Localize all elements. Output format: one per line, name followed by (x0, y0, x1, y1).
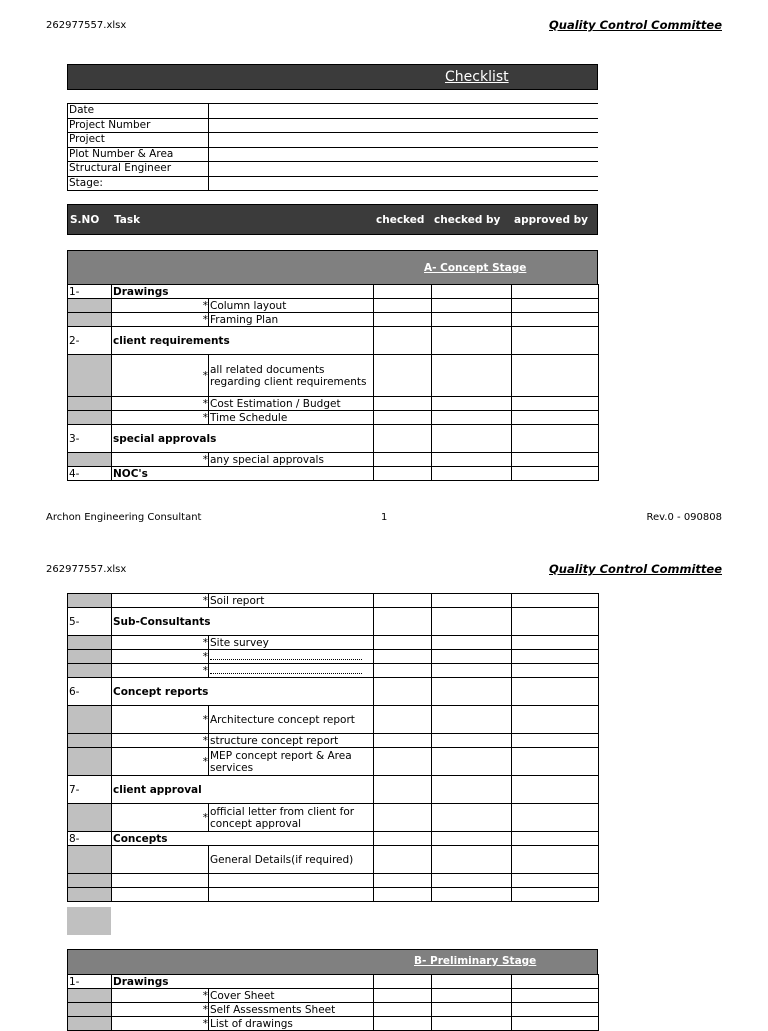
bullet-star: * (112, 355, 209, 397)
checked-cell[interactable] (374, 650, 432, 664)
task-text: structure concept report (209, 734, 374, 748)
task-text: Soil report (209, 594, 374, 608)
column-header (67, 204, 598, 235)
checked-by-cell[interactable] (432, 888, 512, 902)
approved-by-cell[interactable] (512, 650, 599, 664)
info-value[interactable] (209, 118, 599, 133)
checked-cell[interactable] (374, 706, 432, 734)
bullet-star (112, 874, 209, 888)
info-row (68, 147, 599, 162)
checked-cell[interactable] (374, 636, 432, 650)
row-number-cell (68, 650, 112, 664)
checked-cell[interactable] (374, 874, 432, 888)
approved-by-cell[interactable] (512, 327, 599, 355)
approved-by-cell[interactable] (512, 285, 599, 299)
row-number-cell (68, 664, 112, 678)
approved-by-cell[interactable] (512, 874, 599, 888)
info-value[interactable] (209, 162, 599, 177)
bullet-star: * (112, 706, 209, 734)
col-sno: S.NO (70, 214, 100, 226)
checked-by-cell[interactable] (432, 846, 512, 874)
bullet-star: * (112, 748, 209, 776)
task-text: Architecture concept report (209, 706, 374, 734)
task-row (68, 594, 599, 608)
section-row (68, 608, 599, 636)
bullet-star: * (112, 1003, 209, 1017)
task-text: Framing Plan (209, 313, 374, 327)
approved-by-cell[interactable] (512, 678, 599, 706)
checked-by-cell[interactable] (432, 397, 512, 411)
footer-revision: Rev.0 - 090808 (646, 512, 722, 523)
committee-title-page2: Quality Control Committee (549, 562, 722, 576)
section-row (68, 425, 599, 453)
checked-cell[interactable] (374, 397, 432, 411)
task-row (68, 748, 599, 776)
section-row (68, 285, 599, 299)
task-row (68, 989, 599, 1003)
section-number: 1- (68, 975, 112, 989)
checked-cell[interactable] (374, 664, 432, 678)
checked-by-cell[interactable] (432, 776, 512, 804)
approved-by-cell[interactable] (512, 888, 599, 902)
info-value[interactable] (209, 147, 599, 162)
row-number-cell (68, 706, 112, 734)
approved-by-cell[interactable] (512, 748, 599, 776)
checked-cell[interactable] (374, 832, 432, 846)
section-heading: Concepts (112, 832, 374, 846)
approved-by-cell[interactable] (512, 706, 599, 734)
checked-by-cell[interactable] (432, 467, 512, 481)
checked-cell[interactable] (374, 846, 432, 874)
section-number: 5- (68, 608, 112, 636)
task-text: MEP concept report & Area services (209, 748, 374, 776)
row-number-cell (68, 453, 112, 467)
info-row (68, 133, 599, 148)
checked-by-cell[interactable] (432, 285, 512, 299)
checked-cell[interactable] (374, 467, 432, 481)
bullet-star: * (112, 411, 209, 425)
info-value[interactable] (209, 104, 599, 119)
section-row (68, 467, 599, 481)
dotted-placeholder (210, 667, 362, 674)
task-text: Time Schedule (209, 411, 374, 425)
footer-company: Archon Engineering Consultant (46, 512, 202, 523)
checked-cell[interactable] (374, 411, 432, 425)
bullet-star (112, 846, 209, 874)
section-heading: Drawings (112, 285, 374, 299)
section-row (68, 975, 599, 989)
info-label: Project Number (68, 118, 209, 133)
task-text (209, 650, 374, 664)
checked-by-cell[interactable] (432, 975, 512, 989)
approved-by-cell[interactable] (512, 832, 599, 846)
approved-by-cell[interactable] (512, 664, 599, 678)
task-row (68, 874, 599, 888)
bullet-star: * (112, 650, 209, 664)
checked-by-cell[interactable] (432, 874, 512, 888)
checklist-table-page2 (67, 593, 599, 902)
approved-by-cell[interactable] (512, 411, 599, 425)
info-value[interactable] (209, 176, 599, 191)
task-text (209, 664, 374, 678)
row-number-cell (68, 636, 112, 650)
bullet-star: * (112, 397, 209, 411)
checked-by-cell[interactable] (432, 355, 512, 397)
section-heading: Sub-Consultants (112, 608, 374, 636)
section-heading: special approvals (112, 425, 374, 453)
row-number-cell (68, 355, 112, 397)
approved-by-cell[interactable] (512, 975, 599, 989)
row-number-cell (68, 989, 112, 1003)
info-row (68, 176, 599, 191)
section-number: 4- (68, 467, 112, 481)
row-number-cell (68, 594, 112, 608)
approved-by-cell[interactable] (512, 594, 599, 608)
stage-b-band (67, 949, 598, 975)
section-number: 7- (68, 776, 112, 804)
section-heading: client approval (112, 776, 374, 804)
task-row (68, 397, 599, 411)
info-label: Structural Engineer (68, 162, 209, 177)
task-row (68, 804, 599, 832)
checked-cell[interactable] (374, 975, 432, 989)
checked-by-cell[interactable] (432, 425, 512, 453)
approved-by-cell[interactable] (512, 1003, 599, 1017)
section-row (68, 678, 599, 706)
dotted-placeholder (210, 653, 362, 660)
approved-by-cell[interactable] (512, 608, 599, 636)
task-row (68, 846, 599, 874)
checked-by-cell[interactable] (432, 748, 512, 776)
col-approved-by: approved by (514, 214, 589, 226)
task-text: Site survey (209, 636, 374, 650)
info-value[interactable] (209, 133, 599, 148)
checked-by-cell[interactable] (432, 989, 512, 1003)
task-text: General Details(if required) (209, 846, 374, 874)
approved-by-cell[interactable] (512, 355, 599, 397)
checked-cell[interactable] (374, 327, 432, 355)
row-number-cell (68, 1003, 112, 1017)
info-label: Stage: (68, 176, 209, 191)
checked-cell[interactable] (374, 355, 432, 397)
info-row (68, 118, 599, 133)
section-row (68, 832, 599, 846)
checked-cell[interactable] (374, 748, 432, 776)
row-number-cell (68, 748, 112, 776)
project-info-table (67, 103, 598, 191)
row-number-cell (68, 734, 112, 748)
bullet-star: * (112, 1017, 209, 1031)
checked-by-cell[interactable] (432, 594, 512, 608)
col-checked: checked (376, 214, 425, 226)
section-row (68, 776, 599, 804)
bullet-star: * (112, 453, 209, 467)
checklist-title-bar (67, 64, 598, 90)
bullet-star (112, 888, 209, 902)
checked-by-cell[interactable] (432, 804, 512, 832)
bullet-star: * (112, 664, 209, 678)
row-number-cell (68, 299, 112, 313)
bullet-star: * (112, 594, 209, 608)
checked-by-cell[interactable] (432, 453, 512, 467)
section-number: 8- (68, 832, 112, 846)
task-row (68, 650, 599, 664)
bullet-star: * (112, 299, 209, 313)
checked-by-cell[interactable] (432, 664, 512, 678)
checklist-table-stage-b (67, 974, 599, 1031)
task-text: any special approvals (209, 453, 374, 467)
stage-b-label: B- Preliminary Stage (414, 955, 537, 967)
checked-cell[interactable] (374, 989, 432, 1003)
task-row (68, 664, 599, 678)
task-text: Self Assessments Sheet (209, 1003, 374, 1017)
bullet-star: * (112, 804, 209, 832)
row-number-cell (68, 397, 112, 411)
checked-by-cell[interactable] (432, 299, 512, 313)
checked-by-cell[interactable] (432, 608, 512, 636)
stage-a-label: A- Concept Stage (424, 262, 527, 274)
task-text: Column layout (209, 299, 374, 313)
section-number: 2- (68, 327, 112, 355)
section-number: 1- (68, 285, 112, 299)
section-heading: Drawings (112, 975, 374, 989)
task-row (68, 313, 599, 327)
section-number: 6- (68, 678, 112, 706)
task-text: Cost Estimation / Budget (209, 397, 374, 411)
row-number-cell (68, 874, 112, 888)
task-text: all related documents regarding client requirements (209, 355, 374, 397)
bullet-star: * (112, 734, 209, 748)
checked-cell[interactable] (374, 888, 432, 902)
info-label: Date (68, 104, 209, 119)
approved-by-cell[interactable] (512, 467, 599, 481)
bullet-star: * (112, 313, 209, 327)
task-row (68, 706, 599, 734)
section-heading: Concept reports (112, 678, 374, 706)
task-row (68, 453, 599, 467)
task-row (68, 1003, 599, 1017)
checked-cell[interactable] (374, 776, 432, 804)
stage-a-band (67, 250, 598, 285)
checklist-table-page1 (67, 284, 599, 481)
info-label: Plot Number & Area (68, 147, 209, 162)
task-row (68, 888, 599, 902)
row-number-cell (68, 846, 112, 874)
info-row (68, 162, 599, 177)
checked-cell[interactable] (374, 804, 432, 832)
approved-by-cell[interactable] (512, 636, 599, 650)
task-text (209, 874, 374, 888)
row-number-cell (68, 313, 112, 327)
committee-title: Quality Control Committee (549, 18, 722, 32)
file-name-page2: 262977557.xlsx (46, 564, 127, 575)
col-task: Task (114, 214, 141, 226)
approved-by-cell[interactable] (512, 846, 599, 874)
file-name: 262977557.xlsx (46, 20, 127, 31)
checked-by-cell[interactable] (432, 327, 512, 355)
checked-by-cell[interactable] (432, 650, 512, 664)
checked-by-cell[interactable] (432, 411, 512, 425)
checked-by-cell[interactable] (432, 734, 512, 748)
row-number-cell (68, 411, 112, 425)
approved-by-cell[interactable] (512, 397, 599, 411)
checked-cell[interactable] (374, 678, 432, 706)
checked-cell[interactable] (374, 425, 432, 453)
gray-block (67, 907, 111, 935)
checked-by-cell[interactable] (432, 1003, 512, 1017)
task-row (68, 355, 599, 397)
section-row (68, 327, 599, 355)
task-row (68, 636, 599, 650)
info-label: Project (68, 133, 209, 148)
checked-cell[interactable] (374, 453, 432, 467)
section-number: 3- (68, 425, 112, 453)
checklist-title: Checklist (445, 69, 509, 85)
approved-by-cell[interactable] (512, 453, 599, 467)
task-row (68, 734, 599, 748)
checked-by-cell[interactable] (432, 678, 512, 706)
approved-by-cell[interactable] (512, 776, 599, 804)
task-row (68, 299, 599, 313)
row-number-cell (68, 804, 112, 832)
task-row (68, 411, 599, 425)
checked-cell[interactable] (374, 285, 432, 299)
footer-page-number: 1 (381, 512, 388, 523)
checked-cell[interactable] (374, 608, 432, 636)
info-row (68, 104, 599, 119)
checked-by-cell[interactable] (432, 706, 512, 734)
checked-cell[interactable] (374, 299, 432, 313)
checked-cell[interactable] (374, 734, 432, 748)
section-heading: client requirements (112, 327, 374, 355)
checked-cell[interactable] (374, 313, 432, 327)
approved-by-cell[interactable] (512, 989, 599, 1003)
bullet-star: * (112, 636, 209, 650)
task-text: List of drawings (209, 1017, 374, 1031)
bullet-star: * (112, 989, 209, 1003)
task-text (209, 888, 374, 902)
checked-cell[interactable] (374, 1003, 432, 1017)
approved-by-cell[interactable] (512, 313, 599, 327)
col-checked-by: checked by (434, 214, 501, 226)
section-heading: NOC's (112, 467, 374, 481)
approved-by-cell[interactable] (512, 425, 599, 453)
approved-by-cell[interactable] (512, 734, 599, 748)
checked-cell[interactable] (374, 594, 432, 608)
checked-by-cell[interactable] (432, 313, 512, 327)
checked-by-cell[interactable] (432, 636, 512, 650)
approved-by-cell[interactable] (512, 299, 599, 313)
approved-by-cell[interactable] (512, 804, 599, 832)
task-text: Cover Sheet (209, 989, 374, 1003)
checked-by-cell[interactable] (432, 832, 512, 846)
task-text: official letter from client for concept approval (209, 804, 374, 832)
row-number-cell (68, 888, 112, 902)
